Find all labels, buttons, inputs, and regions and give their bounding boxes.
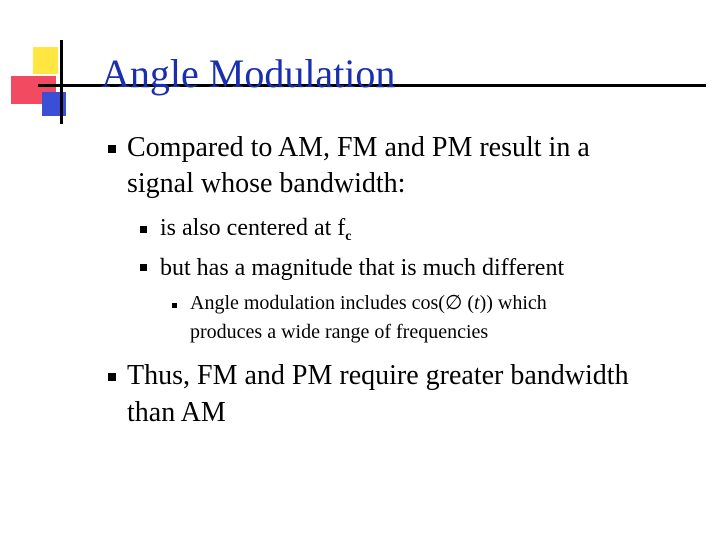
sub-bullet-marker [140, 226, 147, 233]
decor-yellow-square [33, 47, 58, 74]
slide-title: Angle Modulation [101, 51, 396, 96]
bullet-1-line-1: Compared to AM, FM and PM result in a [127, 132, 590, 163]
sub-bullet-2: but has a magnitude that is much different [160, 255, 565, 281]
sub-bullet-marker [140, 264, 147, 271]
sub-sub-bullet-marker [172, 303, 177, 308]
sub-sub-bullet-1-line-2: produces a wide range of frequencies [190, 321, 489, 343]
bullet-1-line-2: signal whose bandwidth: [127, 168, 406, 199]
bullet-2-line-2: than AM [127, 397, 226, 428]
bullet-2-line-1: Thus, FM and PM require greater bandwidth [127, 360, 629, 391]
sub-sub-bullet-1-line-1-end: )) which [479, 292, 547, 314]
decor-vertical-line [60, 40, 63, 124]
time-variable: t [474, 292, 480, 314]
bullet-marker [108, 373, 116, 381]
carrier-subscript: c [345, 229, 352, 244]
sub-sub-bullet-1-line-1: Angle modulation includes cos(∅ (t)) which [190, 292, 547, 314]
sub-bullet-1-text: is also centered at f [160, 215, 346, 241]
sub-sub-bullet-1-prefix: Angle modulation includes cos( [190, 292, 445, 314]
phase-symbol: ∅ [444, 292, 463, 314]
bullet-marker [108, 145, 116, 153]
sub-bullet-1 [160, 213, 351, 252]
